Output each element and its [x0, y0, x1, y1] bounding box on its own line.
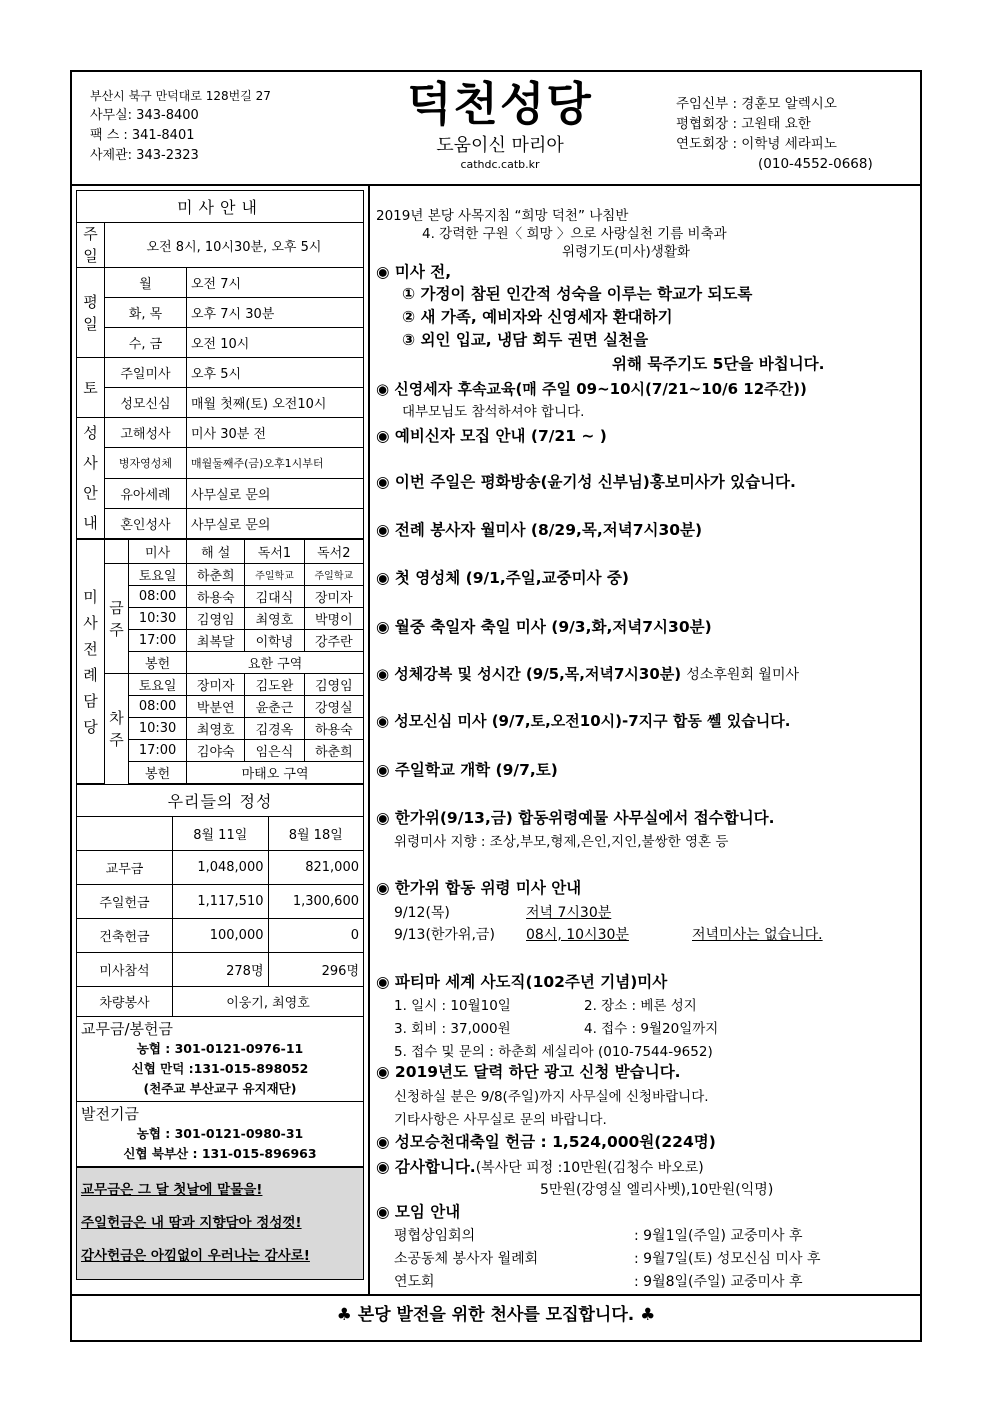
roster-cell: 장미자 [304, 586, 363, 608]
sacrament-label: 성 사 안 내 [77, 418, 105, 539]
pastoral-motto [376, 204, 628, 224]
offering-value: 278명 [173, 953, 269, 987]
memorial-note: 저녁미사는 없습니다. [692, 927, 823, 943]
fund-title: 발전기금 [81, 1105, 139, 1123]
roster-header: 독서2 [304, 540, 363, 564]
roster-cell: 10:30 [129, 718, 187, 740]
account-number: 신협 북부산 : 131-015-896963 [123, 1146, 317, 1161]
meeting-time: : 9월1일(주일) 교중미사 후 [634, 1228, 803, 1244]
notice-heading: ◉ 성모신심 미사 (9/7,토,오전10시)-7지구 합동 쎌 있습니다. [376, 712, 791, 730]
notice-detail: 4. 접수 : 9월20일까지 [584, 1021, 719, 1037]
notice-detail: 1. 일시 : 10월10일 [394, 998, 511, 1014]
sacrament-name: 고해성사 [105, 418, 187, 448]
leaders [676, 94, 873, 174]
sacrament-info: 매월둘째주(금)오후1시부터 [187, 448, 364, 478]
memorial-date: 9/12(목) [394, 905, 450, 921]
roster-cell: 임은식 [245, 740, 304, 762]
notice-heading: ◉ 파티마 세계 사도직(102주년 기념)미사 [376, 973, 668, 991]
memorial-date: 9/13(한가위,금) [394, 927, 495, 943]
masthead [360, 76, 640, 172]
roster-cell: 봉헌 [129, 652, 187, 674]
header-divider [72, 184, 920, 186]
notice-detail: 5만원(강영실 엘리사벳),10만원(익명) [540, 1182, 774, 1198]
sacrament-info: 미사 30분 전 [187, 418, 364, 448]
offering-label: 미사참석 [77, 953, 173, 987]
office-phone: 사무실: 343-8400 [90, 108, 199, 123]
next-week-label: 차 주 [105, 674, 129, 784]
notice-heading: ◉ 모임 안내 [376, 1203, 461, 1221]
offerings-table [76, 784, 364, 1017]
address: 부산시 북구 만덕대로 128번길 27 [90, 89, 271, 103]
roster-cell: 주일학교 [245, 564, 304, 586]
saturday-item: 주일미사 [105, 358, 187, 388]
offerings-corner [77, 817, 173, 851]
roster-cell: 주일학교 [304, 564, 363, 586]
offering-value: 1,300,600 [268, 885, 364, 919]
elder-chair: 연도회장 : 이학녕 세라피노 [676, 136, 837, 152]
offering-value: 821,000 [268, 851, 364, 885]
notice-tail: 성소후원회 월미사 [686, 667, 800, 683]
notice-detail: 위령미사 지향 : 조상,부모,형제,은인,지인,불쌍한 영혼 등 [394, 834, 729, 850]
roster-cell: 김경옥 [245, 718, 304, 740]
meeting-name: 연도회 [394, 1274, 435, 1290]
sacrament-info: 사무실로 문의 [187, 478, 364, 508]
roster-cell: 토요일 [129, 674, 187, 696]
left-column [76, 190, 364, 1280]
saturday-time: 매월 첫째(토) 오전10시 [187, 388, 364, 418]
weekday-day: 월 [105, 268, 187, 298]
offering-value: 296명 [268, 953, 364, 987]
roster-cell: 17:00 [129, 630, 187, 652]
council-chair: 평협회장 : 고원태 요한 [676, 116, 811, 132]
motto: 감사헌금은 아낌없이 우러나는 감사로! [81, 1248, 310, 1264]
this-week-label: 금 주 [105, 564, 129, 674]
roster-cell: 08:00 [129, 696, 187, 718]
notice-heading: ◉ 성모승천대축일 헌금 : 1,524,000원(224명) [376, 1133, 716, 1151]
notice-heading: ◉ 예비신자 모집 안내 (7/21 ~ ) [376, 427, 607, 445]
notice-heading: ◉ 한가위(9/13,금) 합동위령예물 사무실에서 접수합니다. [376, 809, 775, 827]
roster-cell: 08:00 [129, 586, 187, 608]
pastor: 주임신부 : 경훈모 알렉시오 [676, 96, 837, 112]
roster-cell: 윤춘근 [245, 696, 304, 718]
roster-cell: 김대식 [245, 586, 304, 608]
account-holder: (천주교 부산교구 유지재단) [143, 1081, 297, 1096]
motto-box [76, 1167, 364, 1280]
fax: 팩 스 : 341-8401 [90, 128, 195, 143]
roster-cell: 박분연 [187, 696, 245, 718]
roster-cell: 10:30 [129, 608, 187, 630]
notice-detail: 신청하실 분은 9/8(주일)까지 사무실에 신청바랍니다. [394, 1089, 709, 1105]
notice-heading: ◉ 2019년도 달력 하단 광고 신청 받습니다. [376, 1063, 681, 1081]
roster-corner [105, 540, 129, 564]
notice-heading [376, 1155, 704, 1177]
roster-cell: 김영임 [187, 608, 245, 630]
footer-banner: ♣ 본당 발전을 위한 천사를 모집합니다. ♣ [336, 1305, 656, 1325]
roster-offering: 마태오 구역 [187, 762, 364, 784]
fund-box [76, 1102, 364, 1167]
notice-text: ◉ 감사합니다. [376, 1158, 476, 1176]
contact-info [90, 86, 271, 166]
vehicle-volunteers: 이웅기, 최영호 [173, 987, 364, 1017]
roster-cell: 토요일 [129, 564, 187, 586]
parish-title: 덕천성당 [407, 77, 593, 131]
sacrament-name: 병자영성체 [105, 448, 187, 478]
accounts-title: 교무금/봉헌금 [81, 1020, 173, 1038]
notice-heading: ◉ 전례 봉사자 월미사 (8/29,목,저녁7시30분) [376, 521, 703, 539]
footer-divider [72, 1294, 920, 1296]
roster-cell: 김도완 [245, 674, 304, 696]
notice-item: ③ 외인 입교, 냉담 회두 권면 실천을 [402, 331, 649, 349]
motto: 교무금은 그 달 첫날에 맡물을! [81, 1182, 263, 1198]
roster-cell: 봉헌 [129, 762, 187, 784]
weekday-time: 오전 7시 [187, 268, 364, 298]
sunday-label: 주 일 [77, 223, 105, 268]
roster-table [76, 539, 364, 784]
notice-detail: 3. 회비 : 37,000원 [394, 1021, 511, 1037]
weekday-time: 오전 10시 [187, 328, 364, 358]
roster-cell: 17:00 [129, 740, 187, 762]
roster-offering: 요한 구역 [187, 652, 364, 674]
roster-cell: 최영호 [187, 718, 245, 740]
column-divider [368, 185, 370, 1294]
notice-item: 위해 묵주기도 5단을 바칩니다. [612, 355, 825, 373]
roster-cell: 최복달 [187, 630, 245, 652]
roster-cell: 김야숙 [187, 740, 245, 762]
offering-value: 1,117,510 [173, 885, 269, 919]
notice-detail: 기타사항은 사무실로 문의 바랍니다. [394, 1112, 607, 1128]
saturday-item: 성모신심 [105, 388, 187, 418]
roster-cell: 박명이 [304, 608, 363, 630]
meeting-name: 소공동체 봉사자 월례회 [394, 1251, 539, 1267]
meeting-time: : 9월8일(주일) 교중미사 후 [634, 1274, 803, 1290]
sacrament-name: 혼인성사 [105, 508, 187, 538]
sunday-time: 오전 8시, 10시30분, 오후 5시 [105, 223, 364, 268]
vehicle-label: 차량봉사 [77, 987, 173, 1017]
offering-value: 0 [268, 919, 364, 953]
parish-url[interactable]: cathdc.catb.kr [460, 158, 540, 171]
motto-line: 4. 강력한 구원〈 희망 〉으로 사랑실천 기름 비축과 [422, 226, 727, 242]
memorial-time: 08시, 10시30분 [526, 927, 629, 943]
saturday-label: 토 [77, 358, 105, 418]
offering-label: 건축헌금 [77, 919, 173, 953]
mass-schedule-table [76, 190, 364, 539]
notice-item: ① 가정이 참된 인간적 성숙을 이루는 학교가 되도록 [402, 285, 753, 303]
notice-detail: 대부모님도 참석하셔야 합니다. [402, 404, 585, 420]
notice-text: ◉ 성체강복 및 성시간 (9/5,목,저녁7시30분) [376, 665, 682, 683]
motto: 주일헌금은 내 땀과 지향담아 정성껏! [81, 1215, 302, 1231]
meeting-name: 평협상임회의 [394, 1228, 476, 1244]
roster-label: 미 사 전 례 담 당 [77, 540, 105, 784]
roster-cell: 장미자 [187, 674, 245, 696]
offerings-date: 8월 11일 [173, 817, 269, 851]
account-number: 신협 만덕 :131-015-898052 [131, 1061, 309, 1076]
roster-cell: 최영호 [245, 608, 304, 630]
offering-value: 100,000 [173, 919, 269, 953]
notice-detail: 5. 접수 및 문의 : 하춘희 세실리아 (010-7544-9652) [394, 1044, 713, 1060]
weekday-day: 수, 금 [105, 328, 187, 358]
roster-cell: 강주란 [304, 630, 363, 652]
memorial-time: 저녁 7시30분 [526, 905, 612, 921]
offerings-title: 우리들의 정성 [77, 785, 364, 817]
rectory-phone: 사제관: 343-2323 [90, 148, 199, 163]
notice-heading: ◉ 신영세자 후속교육(매 주일 09~10시(7/21~10/6 12주간)) [376, 380, 807, 398]
notice-heading: ◉ 이번 주일은 평화방송(윤기성 신부님)홍보미사가 있습니다. [376, 473, 796, 491]
sacrament-name: 유아세례 [105, 478, 187, 508]
meeting-time: : 9월7일(토) 성모신심 미사 후 [634, 1251, 821, 1267]
accounts-box [76, 1017, 364, 1102]
elder-phone: (010-4552-0668) [758, 156, 873, 172]
parish-subtitle: 도움이신 마리아 [436, 135, 564, 156]
notice-heading: ◉ 주일학교 개학 (9/7,토) [376, 761, 558, 779]
notice-item: ② 새 가족, 예비자와 신영세자 환대하기 [402, 308, 673, 326]
sacrament-info: 사무실로 문의 [187, 508, 364, 538]
roster-cell: 김영임 [304, 674, 363, 696]
motto-line: 위령기도(미사)생활화 [562, 244, 690, 260]
weekday-time: 오후 7시 30분 [187, 298, 364, 328]
offering-value: 1,048,000 [173, 851, 269, 885]
account-number: 농협 : 301-0121-0980-31 [136, 1126, 304, 1141]
roster-cell: 하용숙 [304, 718, 363, 740]
roster-header: 독서1 [245, 540, 304, 564]
motto-text: 2019년 본당 사목지침 “희망 덕천” 나침반 [376, 208, 629, 224]
account-number: 농협 : 301-0121-0976-11 [136, 1041, 304, 1056]
offerings-date: 8월 18일 [268, 817, 364, 851]
weekday-day: 화, 목 [105, 298, 187, 328]
offering-label: 주일헌금 [77, 885, 173, 919]
roster-cell: 강영실 [304, 696, 363, 718]
roster-cell: 하용숙 [187, 586, 245, 608]
roster-cell: 하춘희 [187, 564, 245, 586]
notice-heading [376, 663, 799, 684]
notice-heading: ◉ 미사 전, [376, 263, 452, 281]
offering-label: 교무금 [77, 851, 173, 885]
saturday-time: 오후 5시 [187, 358, 364, 388]
roster-header: 해 설 [187, 540, 245, 564]
roster-header: 미사 [129, 540, 187, 564]
notice-heading: ◉ 월중 축일자 축일 미사 (9/3,화,저녁7시30분) [376, 618, 712, 636]
roster-cell: 하춘희 [304, 740, 363, 762]
weekday-label: 평 일 [77, 268, 105, 358]
notice-heading: ◉ 한가위 합동 위령 미사 안내 [376, 879, 582, 897]
notice-detail: 2. 장소 : 베론 성지 [584, 998, 697, 1014]
notice-heading: ◉ 첫 영성체 (9/1,주일,교중미사 중) [376, 569, 629, 587]
mass-schedule-title: 미사안내 [77, 191, 364, 223]
roster-cell: 이학녕 [245, 630, 304, 652]
notice-tail: (복사단 피정 :10만원(김청수 바오로) [475, 1160, 704, 1176]
